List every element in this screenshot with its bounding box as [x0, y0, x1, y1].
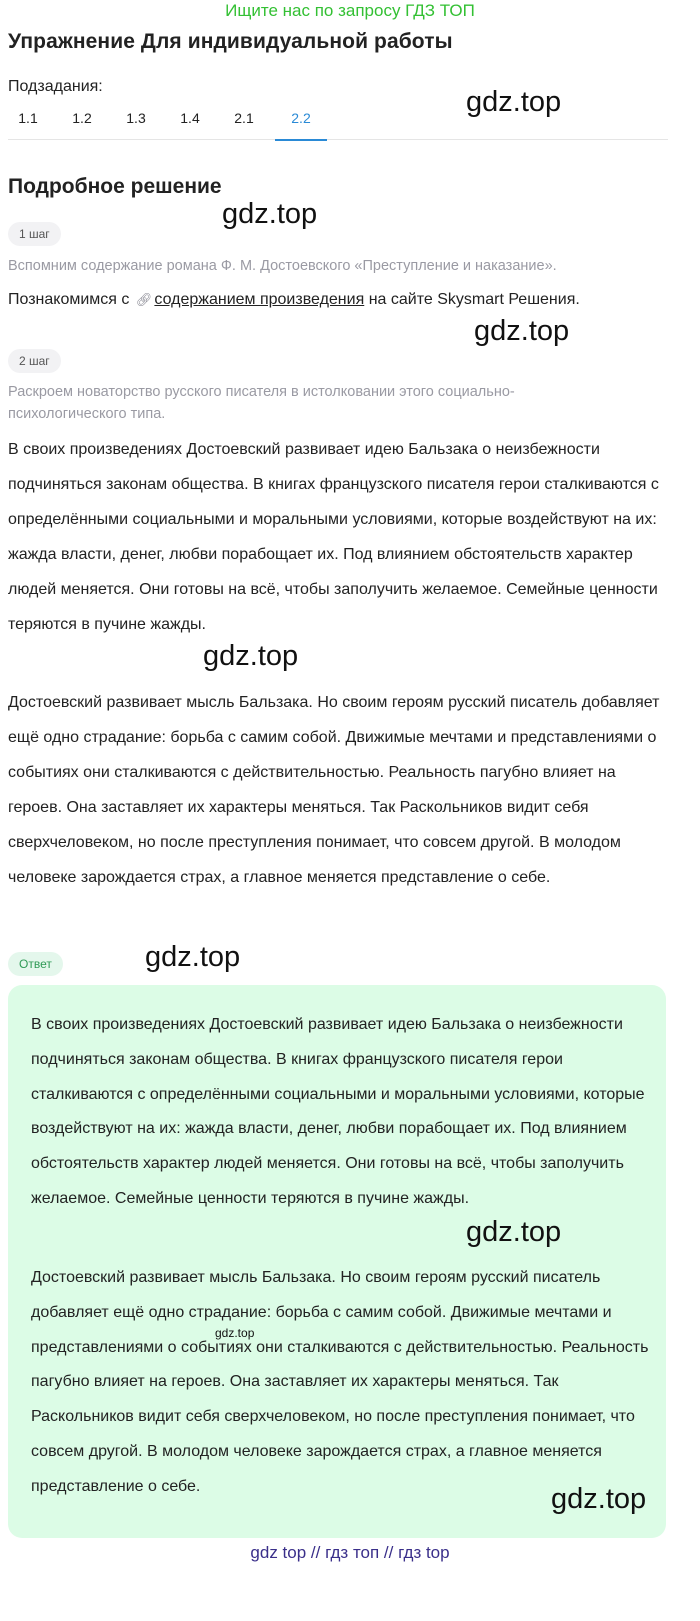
tab-1-3[interactable]: 1.3 [126, 110, 146, 126]
answer-paragraph-1: В своих произведениях Достоевский развивает идею Бальзака о неизбежности подчиняться законам общества. В книгах французского писателя герои сталкиваются с определёнными социальными и моральными условиями, которые воздействуют на их: жажда власти, денег, любви порабощает их. Под влиянием обстоятельств характер людей меняется. Они готовы на всё, чтобы заполучить желаемое. Семейные ценности теряются в пучине жажды. [31, 1016, 645, 1207]
content-link[interactable]: содержанием произведения [154, 291, 365, 308]
step-1-hint: Вспомним содержание романа Ф. М. Достоевского «Преступление и наказание». [8, 258, 557, 274]
subtasks-label: Подзадания: [8, 78, 103, 95]
watermark: gdz.top [466, 1216, 562, 1248]
watermark: gdz.top [222, 198, 318, 230]
tab-2-2[interactable]: 2.2 [275, 110, 327, 141]
watermark: gdz.top [466, 86, 562, 118]
step-1-badge: 1 шаг [8, 222, 61, 246]
step-2-paragraph-1: В своих произведениях Достоевский развивает идею Бальзака о неизбежности подчиняться законам общества. В книгах французского писателя герои сталкиваются с определёнными социальными и моральными условиями, которые воздействуют на их: жажда власти, денег, любви порабощает их. Под влиянием обстоятельств характер людей меняется. Они готовы на всё, чтобы заполучить желаемое. Семейные ценности теряются в пучине жажды. [8, 441, 659, 633]
answer-badge: Ответ [8, 952, 63, 976]
link-icon: 🔗︎ [135, 292, 153, 307]
exercise-title: Упражнение Для индивидуальной работы [8, 30, 453, 53]
footer: gdz top // гдз топ // гдз top [250, 1543, 450, 1562]
tab-2-1[interactable]: 2.1 [234, 110, 254, 126]
tab-1-4[interactable]: 1.4 [180, 110, 200, 126]
watermark: gdz.top [474, 315, 570, 347]
answer-paragraph-2: Достоевский развивает мысль Бальзака. Но своим героям русский писатель добавляет ещё одно страдание: борьба с самим собой. Движимые мечтами и представлениями о событиях они сталкиваются с действительностью. Реальность пагубно влияет на героев. Она заставляет их характеры меняться. Так Раскольников видит себя сверхчеловеком, но после преступления понимает, что совсем другой. В молодом человеке зарождается страх, а главное меняется представление о себе. [31, 1269, 649, 1495]
watermark: gdz.top [145, 941, 241, 973]
top-banner: Ищите нас по запросу ГДЗ ТОП [225, 1, 475, 20]
subtask-tabs [8, 104, 668, 140]
step-2-hint: Раскроем новаторство русского писателя в истолковании этого социально-психологического типа. [8, 384, 515, 422]
tab-1-1[interactable]: 1.1 [18, 110, 38, 126]
section-title: Подробное решение [8, 175, 222, 198]
watermark-small: gdz.top [215, 1326, 255, 1340]
watermark: gdz.top [551, 1483, 647, 1515]
step-1-text-after: на сайте Skysmart Решения. [368, 291, 580, 308]
step-2-paragraph-2: Достоевский развивает мысль Бальзака. Но своим героям русский писатель добавляет ещё одно страдание: борьба с самим собой. Движимые мечтами и представлениями о событиях они сталкиваются с действительностью. Реальность пагубно влияет на героев. Она заставляет их характеры меняться. Так Раскольников видит себя сверхчеловеком, но после преступления понимает, что совсем другой. В молодом человеке зарождается страх, а главное меняется представление о себе. [8, 694, 660, 886]
step-1-text-before: Познакомимся с [8, 291, 130, 308]
step-2-badge: 2 шаг [8, 349, 61, 373]
step-1-text [8, 289, 668, 311]
tab-1-2[interactable]: 1.2 [72, 110, 92, 126]
watermark: gdz.top [203, 640, 299, 672]
